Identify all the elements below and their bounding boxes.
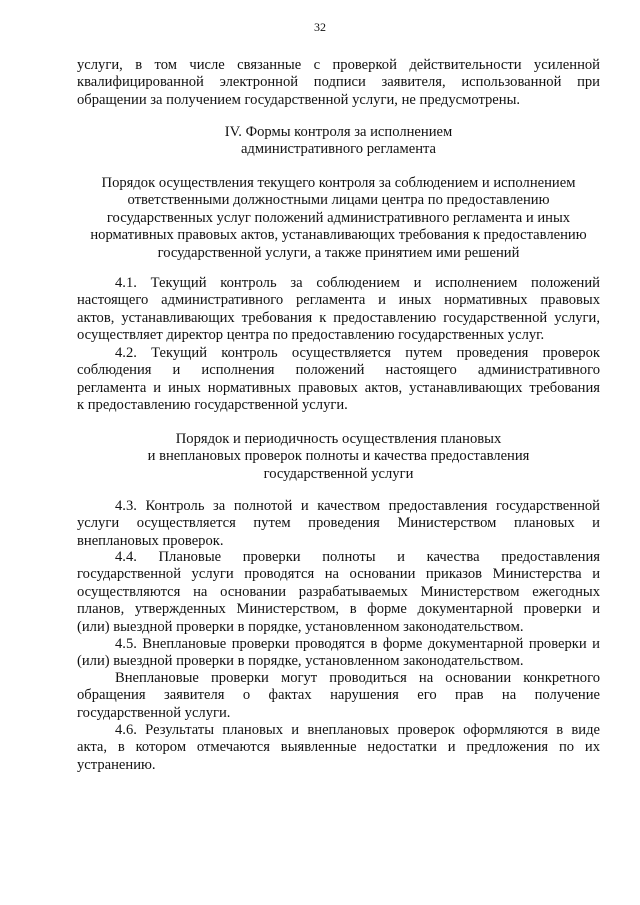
paragraph-4-1 [77, 275, 600, 345]
text-line: актов, устанавливающих требования к предоставлению государственной услуги, [77, 309, 600, 326]
section-title [77, 124, 600, 159]
heading-line: и внеплановых проверок полноты и качества предоставления [147, 448, 530, 465]
text-line: устранению. [77, 756, 156, 773]
text-line: планов, утвержденных Министерством, в форме документарной проверки и [77, 601, 600, 618]
heading-line: Порядок и периодичность осуществления плановых [175, 431, 502, 447]
paragraph-4-5-unscheduled [77, 670, 600, 722]
heading-line: нормативных правовых актов, устанавливающих требования к предоставлению [90, 227, 587, 244]
heading-line: Порядок осуществления текущего контроля за соблюдением и исполнением [101, 175, 576, 191]
text-line: настоящего административного регламента и иных нормативных правовых [77, 292, 600, 309]
text-line: Внеплановые проверки могут проводиться на основании конкретного [115, 670, 600, 686]
text-line: осуществляются на основании разрабатываемых Министерством ежегодных [77, 583, 600, 600]
text-line: обращения заявителя о фактах нарушения его прав на получение [77, 687, 600, 704]
heading-line: государственных услуг положений административного регламента и иных [106, 209, 571, 226]
paragraph-4-4 [77, 549, 600, 636]
intro-paragraph [77, 57, 600, 109]
text-line: 4.5. Внеплановые проверки проводятся в форме документарной проверки и [115, 636, 600, 652]
text-line: к предоставлению государственной услуги. [77, 397, 348, 414]
text-line: осуществляет директор центра по предоставлению государственных услуг. [77, 327, 545, 344]
text-line: услуги осуществляется путем проведения Министерством плановых и [77, 515, 600, 532]
text-line: 4.3. Контроль за полнотой и качеством предоставления государственной [115, 498, 600, 514]
text-line: услуги, в том числе связанные с проверкой действительности усиленной [77, 57, 600, 73]
page-number: 32 [314, 20, 326, 34]
text-line: регламента и иных нормативных правовых актов, устанавливающих требования [77, 379, 600, 396]
subsection-title-current-control [77, 175, 600, 262]
heading-line: государственной услуги [263, 465, 414, 482]
paragraph-4-2 [77, 345, 600, 415]
text-line: (или) выездной проверки в порядке, установленном законодательством. [77, 653, 524, 670]
heading-line: ответственными должностными лицами центра по предоставлению [127, 192, 550, 209]
text-line: соблюдения и исполнения положений настоящего административного [77, 362, 600, 379]
text-line: 4.6. Результаты плановых и внеплановых проверок оформляются в виде [115, 722, 600, 738]
paragraph-4-3 [77, 498, 600, 550]
text-line: государственной услуги. [77, 704, 231, 721]
heading-line: государственной услуги, а также принятием ими решений [157, 244, 520, 261]
heading-line: IV. Формы контроля за исполнением [224, 124, 453, 140]
heading-line: административного регламента [240, 141, 437, 158]
text-line: обращении за получением государственной услуги, не предусмотрены. [77, 91, 521, 108]
text-line: 4.1. Текущий контроль за соблюдением и исполнением положений [115, 275, 600, 291]
text-line: государственной услуги проводятся на основании приказов Министерства и [77, 566, 600, 583]
text-line: (или) выездной проверки в порядке, установленном законодательством. [77, 618, 524, 635]
text-line: квалифицированной электронной подписи заявителя, использованной при [77, 74, 600, 91]
subsection-title-inspections [77, 431, 600, 483]
paragraph-4-5 [77, 636, 600, 671]
text-line: внеплановых проверок. [77, 532, 224, 549]
text-line: 4.2. Текущий контроль осуществляется путем проведения проверок [115, 345, 600, 361]
text-line: 4.4. Плановые проверки полноты и качества предоставления [115, 549, 600, 565]
paragraph-4-6 [77, 722, 600, 774]
text-line: акта, в котором отмечаются выявленные недостатки и предложения по их [77, 739, 600, 756]
